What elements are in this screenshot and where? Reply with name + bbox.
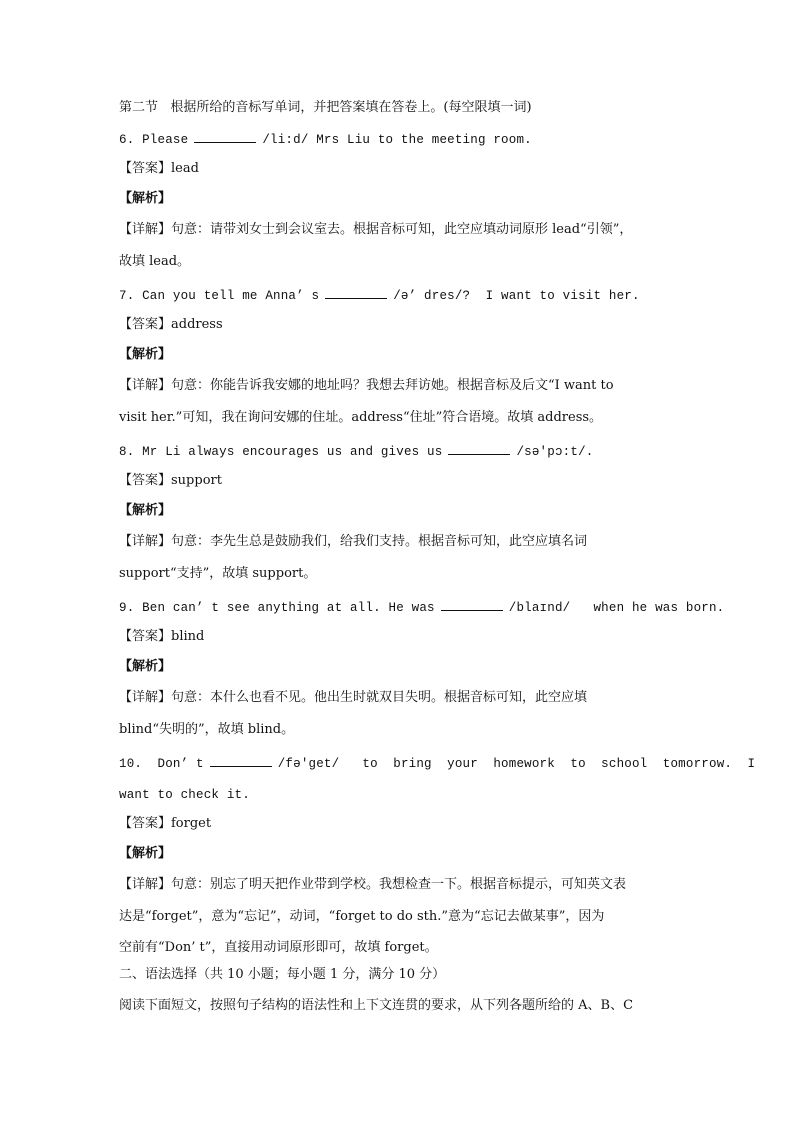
question-7-answer: 【答案】address: [119, 317, 223, 332]
question-9-answer: 【答案】blind: [119, 629, 205, 644]
question-8-analysis-label: 【解析】: [119, 503, 172, 518]
question-7-detail-line: visit her.”可知，我在询问安娜的住址。address“住址”符合语境。故填 address。: [119, 410, 603, 425]
question-9-detail-line: 【详解】句意：本什么也看不见。他出生时就双目失明。根据音标可知，此空应填: [119, 690, 588, 705]
question-9-prompt: [119, 598, 724, 617]
question-6-detail-line: 【详解】句意：请带刘女士到会议室去。根据音标可知，此空应填动词原形 lead“引领”，: [119, 222, 633, 237]
answer-blank: [325, 286, 387, 299]
question-6-prompt: [119, 130, 532, 149]
answer-blank: [441, 598, 503, 611]
question-prompt-end: /ə’ dres/? I want to visit her.: [393, 289, 640, 303]
question-8-answer: 【答案】support: [119, 473, 222, 488]
question-9-detail-line: blind“失明的”，故填 blind。: [119, 722, 295, 737]
question-10-detail-line: 空前有“Don’ t”，直接用动词原形即可，故填 forget。: [119, 940, 438, 955]
answer-blank: [448, 442, 510, 455]
question-8-detail-line: support“支持”，故填 support。: [119, 566, 317, 581]
part-two-header: 二、语法选择（共 10 小题；每小题 1 分，满分 10 分）: [119, 967, 446, 982]
question-6-detail-line: 故填 lead。: [119, 254, 191, 269]
question-10-prompt: [119, 754, 755, 773]
question-7-detail-line: 【详解】句意：你能告诉我安娜的地址吗？我想去拜访她。根据音标及后文“I want to: [119, 378, 614, 393]
section-header: 第二节 根据所给的音标写单词，并把答案填在答卷上。(每空限填一词): [119, 100, 532, 115]
answer-blank: [194, 130, 256, 143]
question-7-analysis-label: 【解析】: [119, 347, 172, 362]
question-10-prompt-cont: want to check it.: [119, 788, 250, 802]
question-prompt-start: 9. Ben can’ t see anything at all. He was: [119, 601, 435, 615]
question-prompt-end: /li:d/ Mrs Liu to the meeting room.: [262, 133, 532, 147]
question-prompt-end: /sə'pɔ:t/.: [516, 445, 594, 459]
question-10-analysis-label: 【解析】: [119, 846, 172, 861]
question-10-detail-line: 【详解】句意：别忘了明天把作业带到学校。我想检查一下。根据音标提示，可知英文表: [119, 877, 627, 892]
question-10-answer: 【答案】forget: [119, 816, 212, 831]
question-6-analysis-label: 【解析】: [119, 191, 172, 206]
question-prompt-end: /fə'get/ to bring your homework to school tomorrow. I: [277, 757, 756, 771]
question-prompt-end: /blaɪnd/ when he was born.: [508, 601, 725, 615]
question-10-detail-line: 达是“forget”，意为“忘记”，动词，“forget to do sth.”意为“忘记去做某事”，因为: [119, 909, 605, 924]
question-7-prompt: [119, 286, 640, 305]
question-8-prompt: [119, 442, 593, 461]
question-8-detail-line: 【详解】句意：李先生总是鼓励我们，给我们支持。根据音标可知，此空应填名词: [119, 534, 588, 549]
answer-blank: [210, 754, 272, 767]
question-prompt-start: 8. Mr Li always encourages us and gives us: [119, 445, 443, 459]
question-prompt-start: 10. Don’ t: [119, 757, 204, 771]
part-two-intro: 阅读下面短文，按照句子结构的语法性和上下文连贯的要求，从下列各题所给的 A、B、C: [119, 998, 634, 1013]
question-6-answer: 【答案】lead: [119, 161, 199, 176]
question-9-analysis-label: 【解析】: [119, 659, 172, 674]
question-prompt-start: 7. Can you tell me Anna’ s: [119, 289, 320, 303]
question-prompt-start: 6. Please: [119, 133, 189, 147]
